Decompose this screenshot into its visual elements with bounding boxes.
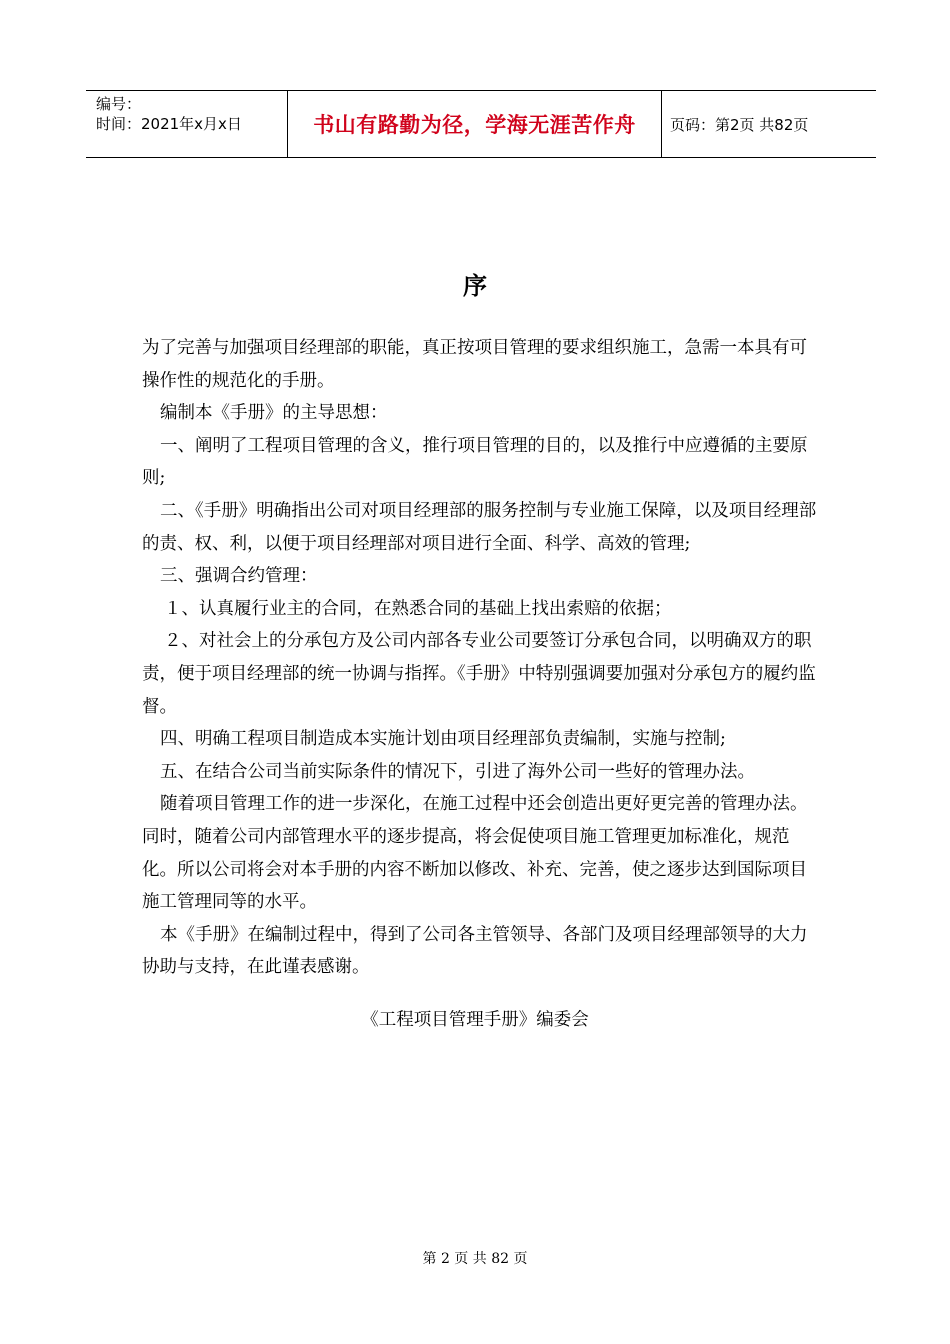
paragraph: 四、明确工程项目制造成本实施计划由项目经理部负责编制，实施与控制; <box>160 729 726 750</box>
document-signature: 《工程项目管理手册》编委会 <box>361 1010 589 1030</box>
header-motto: 书山有路勤为径，学海无涯苦作舟 <box>313 113 636 137</box>
header-page-cell <box>662 91 876 157</box>
page-footer-number: 第 2 页 共 82 页 <box>422 1251 528 1267</box>
paragraph: 为了完善与加强项目经理部的职能，真正按项目管理的要求组织施工，急需一本具有可操作性的规范化的手册。 <box>142 338 807 391</box>
paragraph: １、认真履行业主的合同，在熟悉合同的基础上找出索赔的依据； <box>164 598 672 619</box>
paragraph: 编制本《手册》的主导思想： <box>160 403 388 424</box>
paragraph: 三、强调合约管理： <box>160 566 318 587</box>
document-date-label: 时间：2021年x月x日 <box>96 115 242 133</box>
paragraph: 五、在结合公司当前实际条件的情况下，引进了海外公司一些好的管理办法。 <box>160 761 755 782</box>
header-info-cell <box>86 91 288 157</box>
header-page-label: 页码：第2页 共82页 <box>670 115 809 134</box>
paragraph: 一、阐明了工程项目管理的含义，推行项目管理的目的，以及推行中应遵循的主要原则; <box>142 435 808 489</box>
document-number-label: 编号： <box>96 95 142 113</box>
document-body <box>142 332 822 984</box>
paragraph: 本《手册》在编制过程中，得到了公司各主管领导、各部门及项目经理部领导的大力协助与支持，在此谨表感谢。 <box>142 924 808 978</box>
document-title: 序 <box>463 272 487 300</box>
paragraph: 二、《手册》明确指出公司对项目经理部的服务控制与专业施工保障，以及项目经理部的责、权、利，以便于项目经理部对项目进行全面、科学、高效的管理; <box>142 500 817 554</box>
header-motto-cell <box>288 91 662 157</box>
paragraph: ２、对社会上的分承包方及公司内部各专业公司要签订分承包合同，以明确双方的职责，便于项目经理部的统一协调与指挥。《手册》中特别强调要加强对分承包方的履约监督。 <box>142 631 816 717</box>
paragraph: 随着项目管理工作的进一步深化，在施工过程中还会创造出更好更完善的管理办法。同时，随着公司内部管理水平的逐步提高，将会促使项目施工管理更加标准化，规范化。所以公司将会对本手册的内容不断加以修改、补充、完善，使之逐步达到国际项目施工管理同等的水平。 <box>142 794 808 913</box>
page-header <box>86 90 876 158</box>
